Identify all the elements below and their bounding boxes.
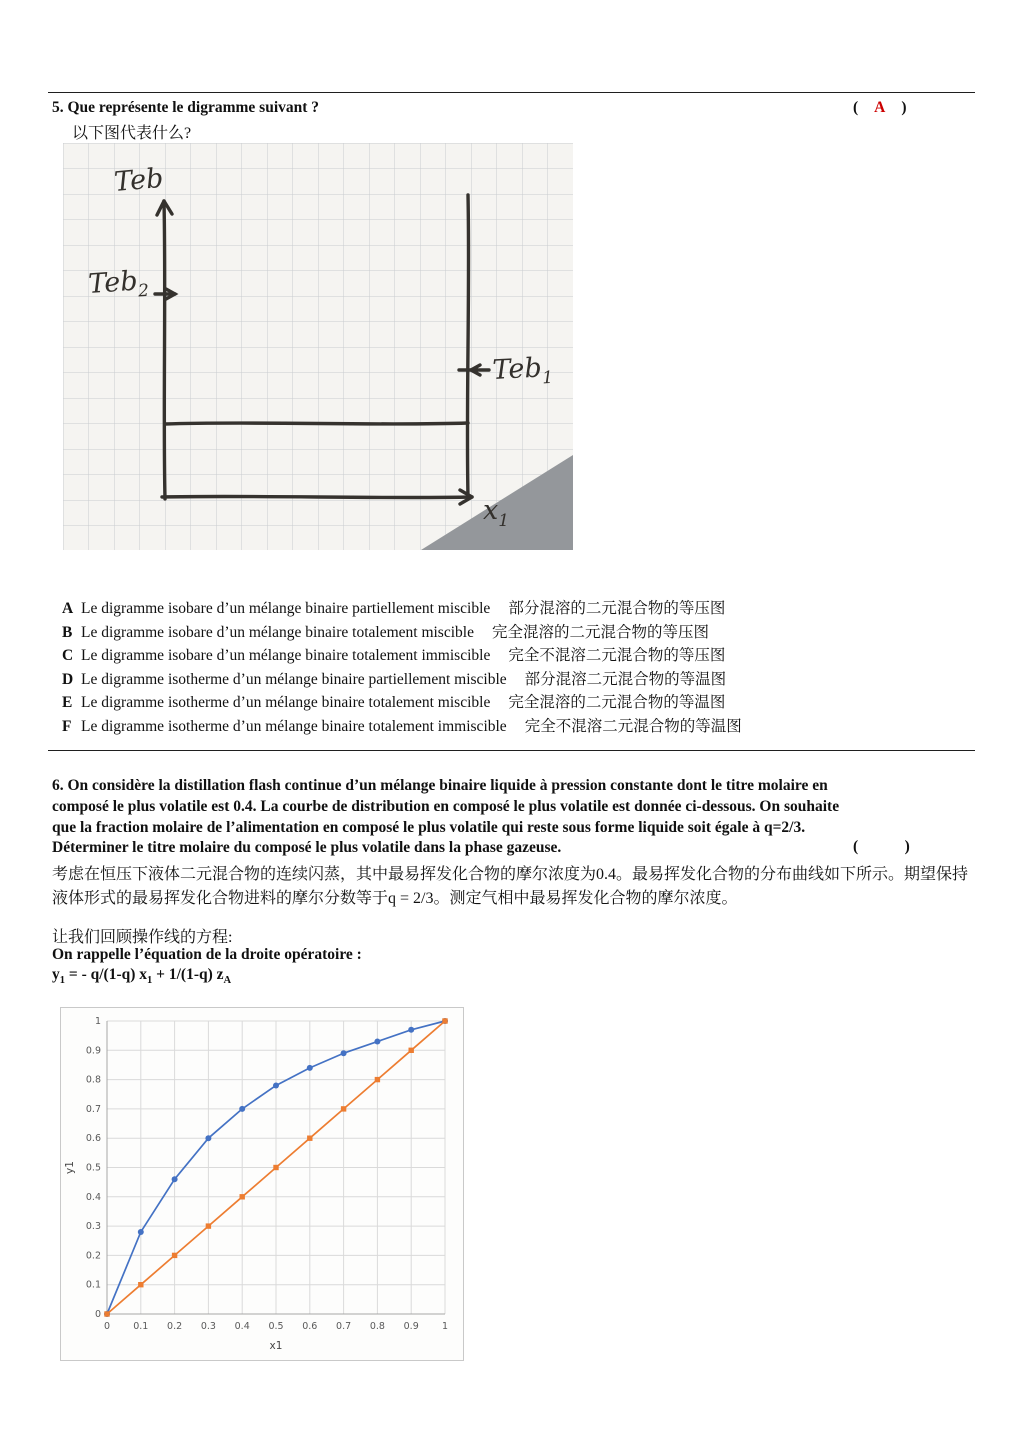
svg-text:0.2: 0.2 (85, 1250, 101, 1262)
q5-answer-letter: A (874, 99, 886, 116)
q5-answer (853, 99, 907, 117)
option-row (62, 597, 742, 621)
svg-text:0: 0 (103, 1321, 111, 1332)
svg-text:0.7: 0.7 (85, 1103, 101, 1115)
svg-text:0.2: 0.2 (167, 1321, 183, 1332)
svg-text:0.9: 0.9 (85, 1045, 101, 1057)
svg-text:0.5: 0.5 (268, 1321, 284, 1332)
q6-answer-blank: ( ) (853, 838, 910, 855)
svg-text:0.7: 0.7 (336, 1321, 352, 1332)
svg-text:0.9: 0.9 (403, 1321, 419, 1332)
q5-options-list (62, 597, 742, 739)
svg-text:0.6: 0.6 (302, 1321, 318, 1332)
operating-line-equation: $y_1$ = - q/(1-q) $x_1 + 1/(1-q)$ $z_A$ (52, 966, 232, 987)
option-text-fr: Le digramme isotherme d’un mélange binaire totalement immiscible (81, 717, 507, 735)
svg-text:0.1: 0.1 (133, 1321, 149, 1332)
svg-text:0.5: 0.5 (85, 1162, 101, 1174)
teb1-label: Teb$_1$ (491, 352, 554, 389)
option-text-fr: Le digramme isobare d’un mélange binaire partiellement miscible (81, 600, 491, 617)
q5-diagram-svg (63, 143, 573, 550)
svg-text:0.3: 0.3 (85, 1221, 101, 1233)
option-text-zh: 完全混溶的二元混合物的等温图 (508, 694, 726, 712)
y-axis-label: Teb (112, 162, 165, 198)
q6-question-fr: 6. On considère la distillation flash continue d’un mélange binaire liquide à pression constante dont le titre molaire en composé le plus volatile est 0.4. La courbe de distribution en composé le plus volatile est donnée ci-dessous. On souhaite que la fraction molaire de l’alimentation en composé le plus volatile qui reste sous forme liquide soit égale à q=2/3. Déterminer le titre molaire du composé le plus volatile dans la phase gazeuse. (52, 777, 840, 857)
right-boundary-line (467, 195, 468, 497)
option-letter: F (62, 717, 72, 735)
option-row (62, 621, 742, 645)
option-text-fr: Le digramme isobare d’un mélange binaire totalement immiscible (81, 647, 491, 665)
option-letter: B (62, 623, 73, 641)
x-axis-line (162, 496, 472, 497)
option-row (62, 715, 742, 739)
teb2-label: Teb$_2$ (87, 265, 150, 302)
q5-question-title: 5. Que représente le digramme suivant ? (52, 99, 320, 116)
section-divider-top (48, 92, 975, 93)
option-letter: C (62, 647, 74, 665)
option-text-zh: 完全不混溶二元混合物的等温图 (524, 717, 742, 735)
x-axis-label: $x_1$ (483, 495, 510, 531)
svg-text:0: 0 (94, 1309, 101, 1320)
section-divider-mid (48, 750, 975, 751)
recall-line-fr: On rappelle l’équation de la droite opératoire : (52, 946, 362, 963)
option-letter: E (62, 694, 73, 712)
option-row (62, 691, 742, 715)
tie-line (165, 423, 468, 424)
y-axis-line (164, 201, 165, 499)
option-text-fr: Le digramme isotherme d’un mélange binaire totalement miscible (81, 694, 491, 712)
chart-xlabel: x1 (269, 1340, 283, 1352)
option-text-fr: Le digramme isobare d’un mélange binaire totalement miscible (81, 623, 474, 641)
distribution-chart-plot (61, 1008, 461, 1358)
svg-text:1: 1 (94, 1016, 101, 1027)
svg-text:0.4: 0.4 (85, 1191, 101, 1203)
option-row (62, 668, 742, 692)
option-text-zh: 完全混溶的二元混合物的等压图 (491, 623, 709, 641)
option-text-zh: 部分混溶二元混合物的等温图 (524, 670, 727, 688)
svg-text:0.1: 0.1 (85, 1279, 101, 1291)
svg-text:0.4: 0.4 (234, 1321, 250, 1332)
option-letter: A (62, 600, 74, 617)
graph-paper-grid (63, 143, 573, 550)
svg-text:0.3: 0.3 (200, 1321, 216, 1332)
q6-question-zh: 考虑在恒压下液体二元混合物的连续闪蒸，其中最易挥发化合物的摩尔浓度为0.4。最易挥发化合物的分布曲线如下所示。期望保持液体形式的最易挥发化合物进料的摩尔分数等于q = 2/3。测定气相中最易挥发化合物的摩尔浓度。 (52, 866, 969, 907)
q5-answer-paren-open: ( (853, 99, 859, 116)
option-letter: D (62, 670, 74, 688)
svg-text:0.8: 0.8 (85, 1074, 101, 1086)
chart-ylabel: y1 (64, 1161, 76, 1174)
q5-answer-paren-close: ) (901, 99, 907, 116)
svg-text:0.8: 0.8 (369, 1321, 385, 1332)
option-text-zh: 完全不混溶二元混合物的等压图 (508, 647, 726, 665)
q5-diagram-photo (63, 143, 573, 550)
option-text-fr: Le digramme isotherme d’un mélange binaire partiellement miscible (81, 670, 507, 688)
option-text-zh: 部分混溶的二元混合物的等压图 (508, 600, 726, 617)
svg-text:1: 1 (441, 1321, 449, 1332)
q5-question-zh: 以下图代表什么? (72, 125, 192, 142)
option-row (62, 644, 742, 668)
distribution-chart (60, 1007, 464, 1361)
svg-text:0.6: 0.6 (85, 1133, 101, 1145)
recall-line-zh: 让我们回顾操作线的方程: (52, 929, 233, 946)
